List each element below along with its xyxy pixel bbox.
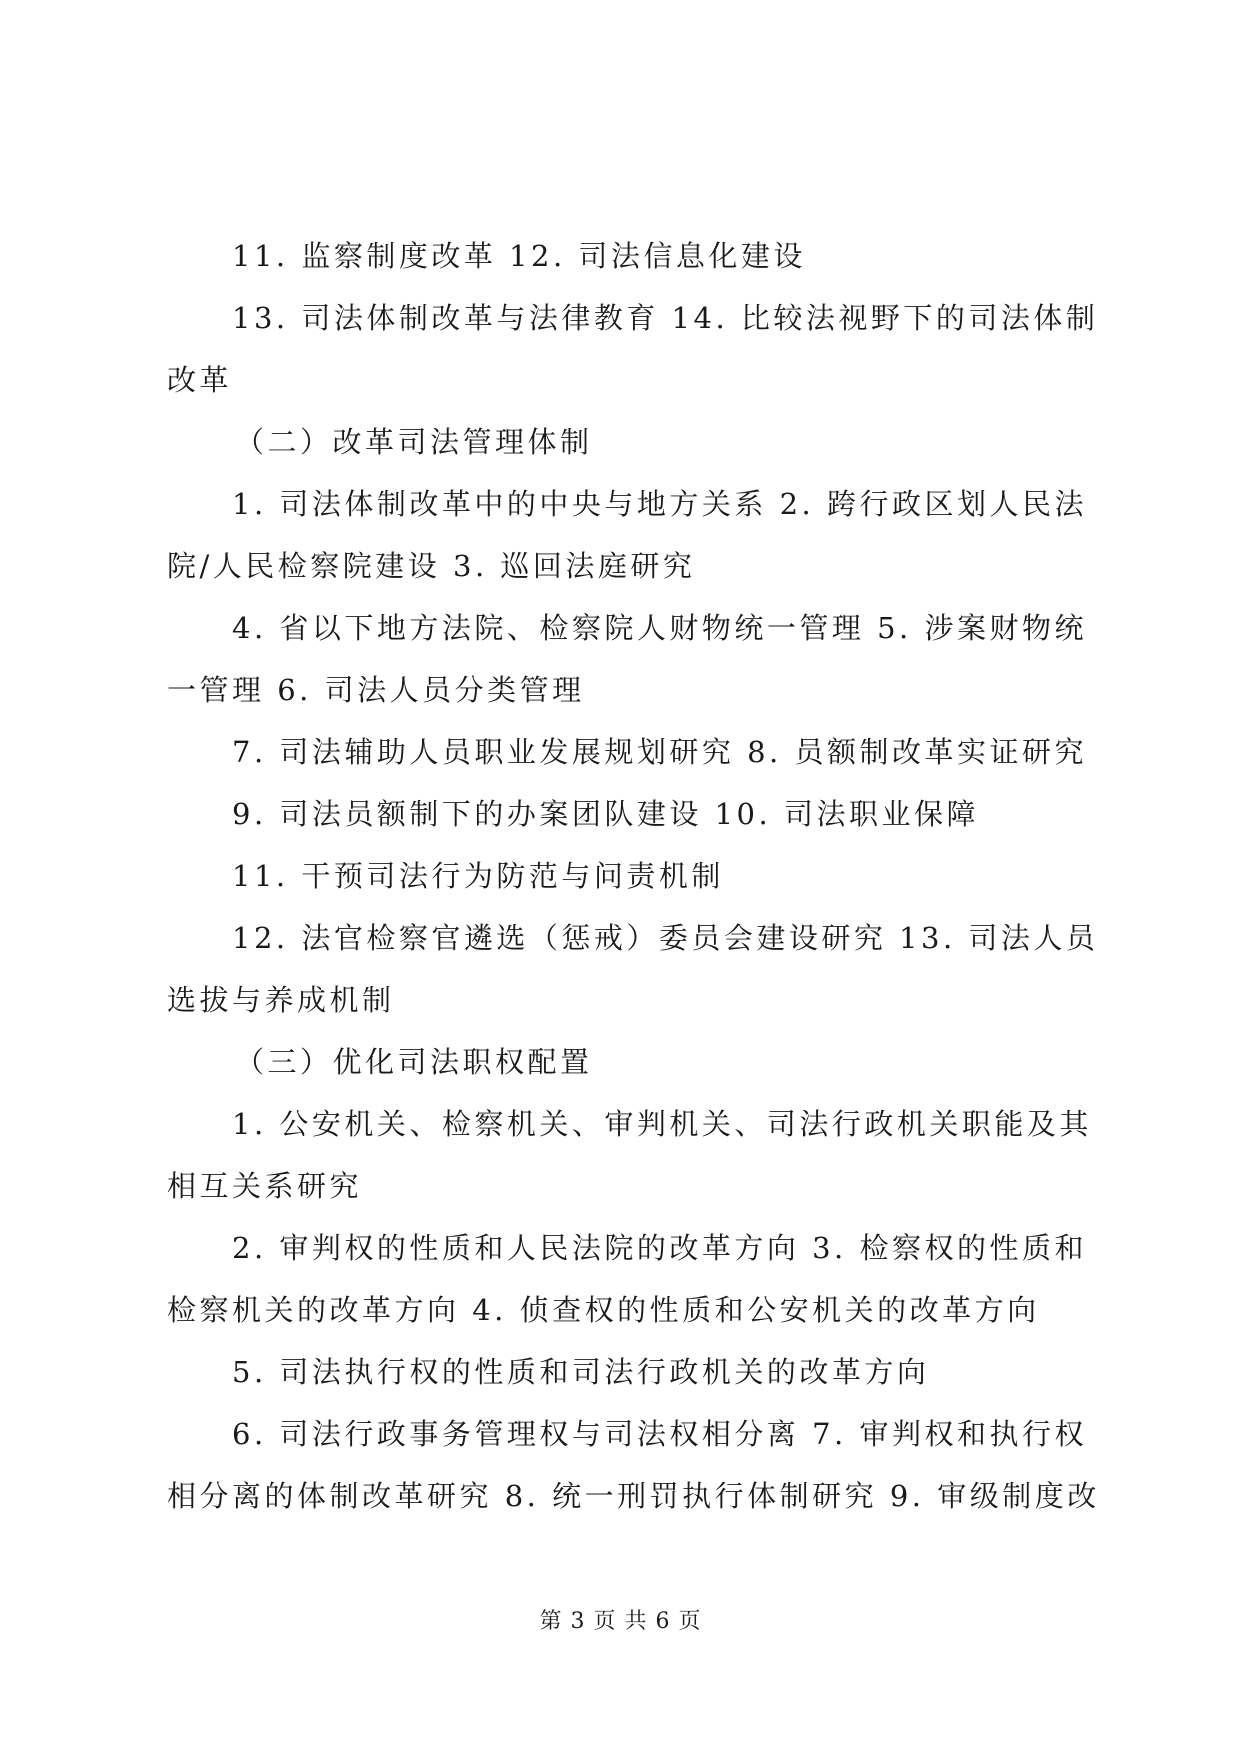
- text-line: 改革: [167, 363, 233, 397]
- text-line: 检察机关的改革方向 4. 侦查权的性质和公安机关的改革方向: [167, 1293, 1040, 1327]
- section-heading: （三）优化司法职权配置: [235, 1045, 593, 1079]
- text-line: 2. 审判权的性质和人民法院的改革方向 3. 检察权的性质和: [232, 1231, 1087, 1265]
- text-line: 院/人民检察院建设 3. 巡回法庭研究: [167, 549, 696, 583]
- text-line: 12. 法官检察官遴选（惩戒）委员会建设研究 13. 司法人员: [232, 921, 1099, 955]
- text-line: 6. 司法行政事务管理权与司法权相分离 7. 审判权和执行权: [232, 1417, 1087, 1451]
- text-line: 13. 司法体制改革与法律教育 14. 比较法视野下的司法体制: [232, 301, 1099, 335]
- text-line: 11. 监察制度改革 12. 司法信息化建设: [232, 239, 806, 273]
- text-line: 11. 干预司法行为防范与问责机制: [232, 859, 724, 893]
- section-heading: （二）改革司法管理体制: [235, 425, 593, 459]
- text-line: 一管理 6. 司法人员分类管理: [167, 673, 585, 707]
- text-line: 1. 司法体制改革中的中央与地方关系 2. 跨行政区划人民法: [232, 487, 1087, 521]
- text-line: 7. 司法辅助人员职业发展规划研究 8. 员额制改革实证研究: [232, 735, 1087, 769]
- page-number-footer: 第 3 页 共 6 页: [539, 1609, 702, 1634]
- text-line: 4. 省以下地方法院、检察院人财物统一管理 5. 涉案财物统: [232, 611, 1087, 645]
- text-line: 选拔与养成机制: [167, 983, 395, 1017]
- text-line: 相分离的体制改革研究 8. 统一刑罚执行体制研究 9. 审级制度改: [167, 1479, 1100, 1513]
- text-line: 9. 司法员额制下的办案团队建设 10. 司法职业保障: [232, 797, 979, 831]
- text-line: 1. 公安机关、检察机关、审判机关、司法行政机关职能及其: [232, 1107, 1092, 1141]
- text-line: 相互关系研究: [167, 1169, 363, 1203]
- text-line: 5. 司法执行权的性质和司法行政机关的改革方向: [232, 1355, 930, 1389]
